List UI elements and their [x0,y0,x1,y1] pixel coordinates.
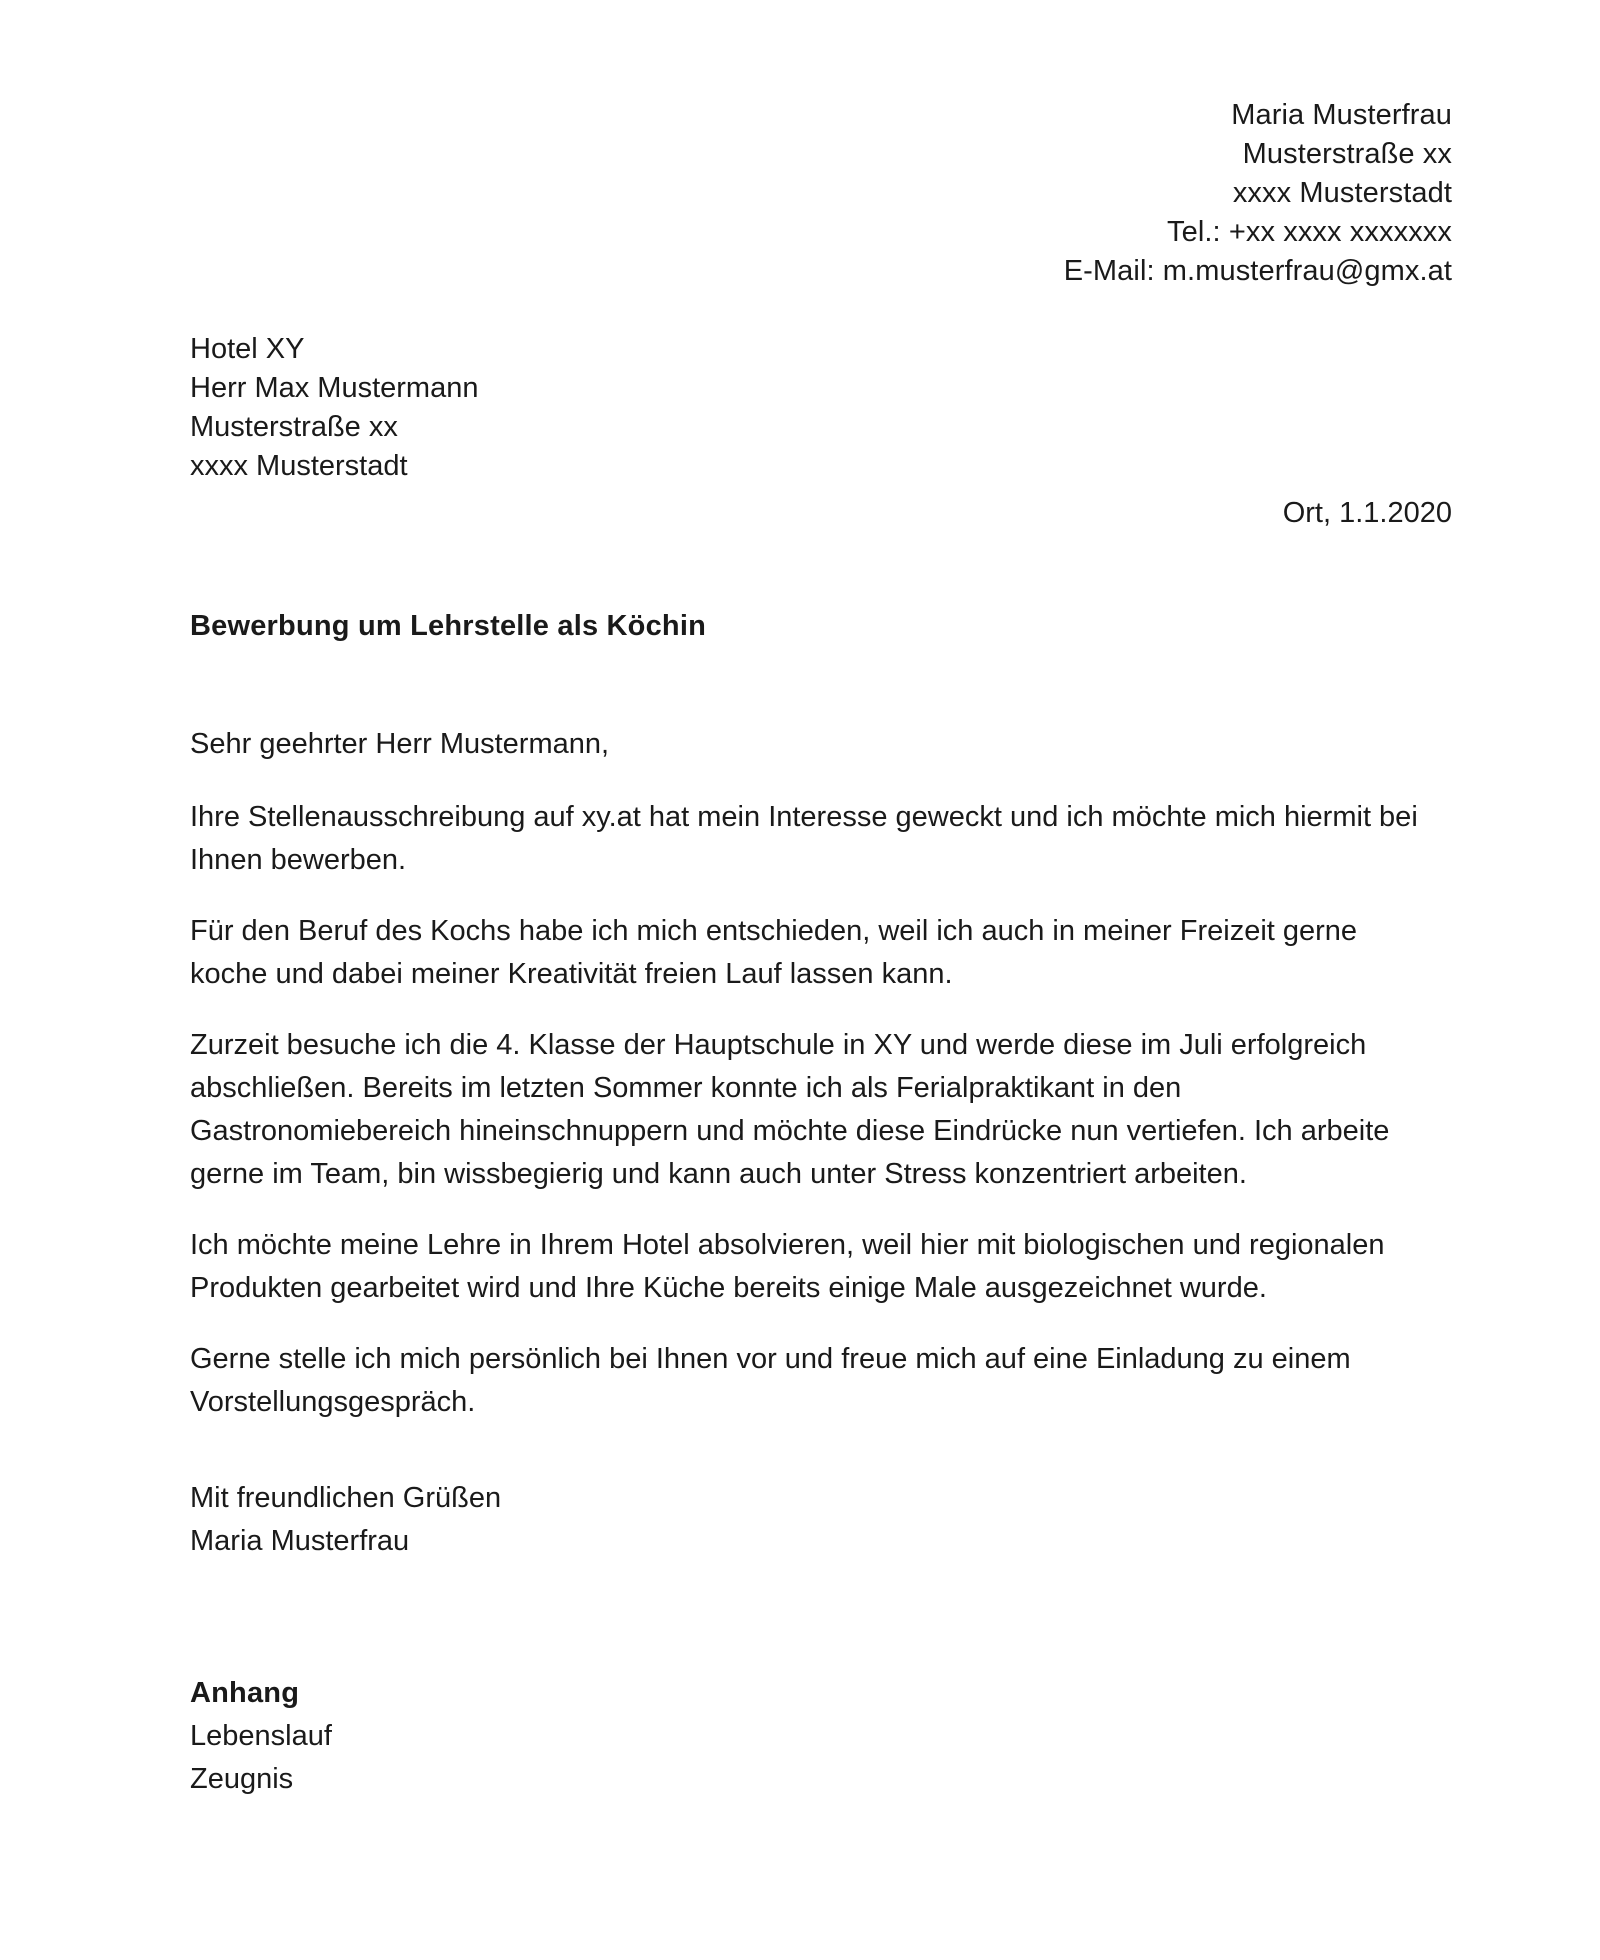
attachments-block [190,1672,332,1801]
place-and-date: Ort, 1.1.2020 [1282,497,1452,529]
letter-sheet [190,0,1452,1960]
attachments-title: Anhang [190,1677,300,1709]
attachment-item: Zeugnis [190,1763,294,1795]
sender-name: Maria Musterfrau [1231,99,1452,131]
recipient-city: xxxx Musterstadt [190,450,408,482]
closing-phrase: Mit freundlichen Grüßen [190,1482,502,1514]
attachment-item: Lebenslauf [190,1720,332,1752]
body-paragraph-3: Zurzeit besuche ich die 4. Klasse der Hauptschule in XY und werde diese im Juli erfolgreich abschließen. Bereits im letzten Sommer konnte ich als Ferialpraktikant in den Gastronomiebereich hineinschnuppern und möchte diese Eindrücke nun vertiefen. Ich arbeite gerne im Team, bin wissbegierig und kann auch unter Stress konzentriert arbeiten. [190,1029,1390,1190]
subject-line: Bewerbung um Lehrstelle als Köchin [190,610,707,642]
sender-email: E-Mail: m.musterfrau@gmx.at [1063,255,1452,287]
recipient-contact: Herr Max Mustermann [190,372,479,404]
letter-body [190,723,1430,1424]
salutation: Sehr geehrter Herr Mustermann, [190,728,610,760]
sender-city: xxxx Musterstadt [1232,177,1452,209]
sender-street: Musterstraße xx [1242,138,1452,170]
body-paragraph-5: Gerne stelle ich mich persönlich bei Ihnen vor und freue mich auf eine Einladung zu einem Vorstellungsgespräch. [190,1343,1351,1418]
body-paragraph-2: Für den Beruf des Kochs habe ich mich entschieden, weil ich auch in meiner Freizeit gerne koche und dabei meiner Kreativität freien Lauf lassen kann. [190,915,1358,990]
recipient-street: Musterstraße xx [190,411,398,443]
recipient-company: Hotel XY [190,333,305,365]
sender-phone: Tel.: +xx xxxx xxxxxxx [1167,216,1452,248]
body-paragraph-4: Ich möchte meine Lehre in Ihrem Hotel absolvieren, weil hier mit biologischen und regionalen Produkten gearbeitet wird und Ihre Küche bereits einige Male ausgezeichnet wurde. [190,1229,1385,1304]
signature-block [190,1477,501,1563]
signature-name: Maria Musterfrau [190,1525,410,1557]
body-paragraph-1: Ihre Stellenausschreibung auf xy.at hat mein Interesse geweckt und ich möchte mich hiermit bei Ihnen bewerben. [190,801,1418,876]
sender-address-block [190,96,1452,291]
recipient-address-block [190,330,478,486]
